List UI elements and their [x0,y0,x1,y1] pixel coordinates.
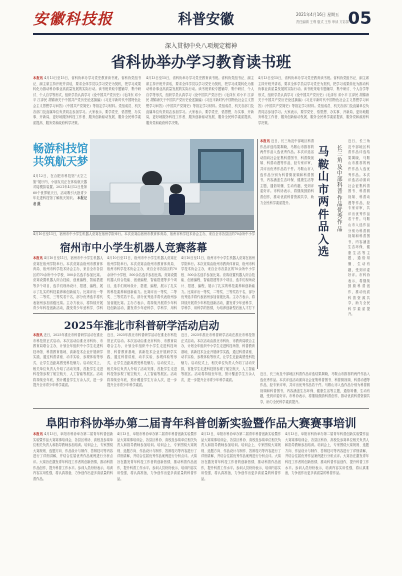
robot-body-col3 [181,256,255,312]
sidebar-text-lower: 近日，长三角及中部地区科普作品评选结果揭晓，马鞍山市推荐的两件作品入选优秀作品。本次评选活动面向社会征集科普图书、科普微视频、科普动漫等作品，经专家评审，共评出优秀作品若干件。马鞍山市入选作品分别为科普微视频和科普图书，内容涵盖生态环保、健康生活等主题，通俗易懂、生动有趣，受到评委好评。市科协表示，将继续鼓励科普创作，推动优质科普资源共享，助力全民科学素质提升。 [260,372,370,404]
science-museum-photo [90,139,254,230]
sidebar-text-right: 近日，长三角及中部地区科普作品评选结果揭晓，马鞍山市推荐的两件作品入选优秀作品。本次评选活动面向社会征集科普图书、科普微视频、科普动漫等作品，经专家评审，共评出优秀作品若干件。马鞍山市入选作品分别为科普微视频和科普图书，内容涵盖生态环保、健康生活等主题，通俗易懂、生动有趣，受到评委好评。市科协表示，将继续鼓励科普创作，推动优质科普资源共享，助力全民科学素质提升。 [348,139,370,317]
sidebar-subhead: 长三角及中部科普作品优秀作品 [337,146,343,233]
fuyang-body [33,432,113,572]
fuyang-body-col2 [117,432,197,572]
robot-byline: 本报讯 [33,256,43,260]
section-title: 科普安徽 [178,12,234,28]
sidebar-divider [257,139,258,369]
fuyang-headline: 阜阳市科协举办第二届青年科普创新实验暨作品大赛赛事培训 [45,416,357,430]
lead-byline: 本报讯 [33,76,43,80]
lead-body [33,76,141,139]
masthead-rule [33,33,369,35]
lead-body-col3 [258,76,369,139]
sidebar-body-lower [260,372,370,406]
fuyang-body-col4 [285,432,369,572]
huaibei-body-col3 [181,333,255,406]
sidebar-byline: 本报讯 [260,139,270,143]
fuyang-text: 4月13日，阜阳市科协举办第二届青年科普创新实验暨作品大赛赛事培训会，各县区科协、高校及参赛单位相关负责人和指导教师参加培训。培训会上，专家围绕大赛规则、选题方向、作品设计与制作、答辩技巧等内容进行了详细讲解，并结合往届优秀作品案例进行分析点评。大赛旨在激发青年科技工作者的创新热情，推动科普作品创作，提升科普工作水平。参训人员纷纷表示，培训内容实用性强，将认真准备，力争创作出更多高质量的科普作品。 [33,432,113,481]
page-number: 05 [348,9,372,29]
lead-kicker: 深入贯彻中央八项规定精神 [164,43,237,50]
fuyang-byline: 本报讯 [33,432,43,436]
robot-text-col3: 4月10日至11日，宿州市中小学生机器人竞赛在宿州学院举行。本次竞赛由宿州市教育体育局、宿州市科学技术协会主办，来自全市各县区的70余所中小学校、500余名选手参加比赛。竞赛设置机器人综合技能、创意编程、智能搭建等多个项目，选手们现场设计、搭建、编程，展示了扎实的科技素养和创新能力。比赛评出一等奖、二等奖、三等奖若干名，部分优秀选手将代表宿州参加省级比赛。主办方表示，将持续开展青少年科技创新活动，激发青少年爱科学、学科学、用科学的热情，为培养创新型后备人才打下 [181,256,255,311]
robot-headline: 宿州市中小学生机器人竞赛落幕 [60,242,207,254]
sidebar-headline: 马鞍山市两件品入选 [318,145,329,258]
huaibei-text-col2: 近日，2025年淮北市科普研学活动在淮北市科技馆正式启动。本次活动由淮北市科协、市教育局联合主办，计划全年组织中小学生走进科技场馆、科普教育基地、高新技术企业开展研学实践，通过科普讲座、动手实验、参观体验等形式，让学生近距离感受科技魅力。启动仪式上，相关单位负责人介绍了活动安排，首批学生走进科技馆参观了航空航天、人工智能等展区。活动将持续至年底，预计覆盖学生万余人次，进一步提升全市青少年科学素质。 [107,333,177,388]
huaibei-body-col2 [107,333,177,406]
robot-text: 4月10日至11日，宿州市中小学生机器人竞赛在宿州学院举行。本次竞赛由宿州市教育体育局、宿州市科学技术协会主办，来自全市各县区的70余所中小学校、500余名选手参加比赛。竞赛设置机器人综合技能、创意编程、智能搭建等多个项目，选手们现场设计、搭建、编程，展示了扎实的科技素养和创新能力。比赛评出一等奖、二等奖、三等奖若干名，部分优秀选手将代表宿州参加省级比赛。主办方表示，将持续开展青少年科技创新活动，激发青少年爱科学、学科 [33,256,103,311]
photo-feature-title-2: 共筑航天梦 [33,155,88,168]
fuyang-body-col3 [201,432,281,572]
sidebar-body [260,139,314,369]
robot-body [33,256,103,312]
sidebar-body-right [348,139,370,369]
lead-text-col2: 4月13日至15日，省科协举办学习党史教育读书班。省科协党组书记、副主席主持开班并讲话，要求全体学员以学习党史为契机，把学习成果转化为推动科协事业高质量发展的实际行动。读书班采取专题辅导、集中研讨、个人自学等形式，组织学员认真学习《论中国共产党历史》《毛泽东 邓小平 江泽民 胡锦涛关于中国共产党历史论述摘编》《习近平新时代中国特色社会主义思想学习问答》《中国共产党简史》等指定学习材料。党组成员、机关各部门及直属单位负责同志参加学习。大家表示，要学党史、悟思想、办实事、开新局，更好地服务科技工作者、服务创新驱动发展、服务全民科学素质提高、服务党和政府科学决策。 [146,76,254,125]
huaibei-top-rule [33,313,255,314]
photo-feature-title-1: 畅游科技馆 [33,142,88,155]
robot-body-top [33,232,255,238]
photo-caption [33,174,87,224]
lead-text-col3: 4月13日至15日，省科协举办学习党史教育读书班。省科协党组书记、副主席主持开班并讲话，要求全体学员以学习党史为契机，把学习成果转化为推动科协事业高质量发展的实际行动。读书班采取专题辅导、集中研讨、个人自学等形式，组织学员认真学习《论中国共产党历史》《毛泽东 邓小平 江泽民 胡锦涛关于中国共产党历史论述摘编》《习近平新时代中国特色社会主义思想学习问答》《中国共产党简史》等指定学习材料。党组成员、机关各部门及直属单位负责同志参加学习。大家表示，要学党史、悟思想、办实事、开新局，更好地服务科技工作者、服务创新驱动发展、服务全民科学素质提高、服务党和政府科学决策。 [258,76,369,125]
lead-text: 4月13日至15日，省科协举办学习党史教育读书班。省科协党组书记、副主席主持开班并讲话，要求全体学员以学习党史为契机，把学习成果转化为推动科协事业高质量发展的实际行动。读书班采取专题辅导、集中研讨、个人自学等形式，组织学员认真学习《论中国共产党历史》《毛泽东 邓小平 江泽民 胡锦涛关于中国共产党历史论述摘编》《习近平新时代中国特色社会主义思想学习问答》《中国共产党简史》等指定学习材料。党组成员、机关各部门及直属单位负责同志参加学习。大家表示，要学党史、悟思想、办实事、开新局，更好地服务科技工作者、服务创新驱动发展、服务全民科学素质提高、服务党和政府科学决策。 [33,76,141,125]
editor-line: 责任编辑 王利 版式 王彤 审读 方彩屏 [296,20,349,24]
issue-date: 2021年4月16日 星期五 [296,12,340,17]
robot-text-col2: 4月10日至11日，宿州市中小学生机器人竞赛在宿州学院举行。本次竞赛由宿州市教育体育局、宿州市科学技术协会主办，来自全市各县区的70余所中小学校、500余名选手参加比赛。竞赛设置机器人综合技能、创意编程、智能搭建等多个项目，选手们现场设计、搭建、编程，展示了扎实的科技素养和创新能力。比赛评出一等奖、二等奖、三等奖若干名，部分优秀选手将代表宿州参加省级比赛。主办方表示，将持续开展青少年科技创新活动，激发青少年爱科学、学科学、用科 [107,256,177,311]
masthead [0,0,402,34]
huaibei-text: 近日，2025年淮北市科普研学活动在淮北市科技馆正式启动。本次活动由淮北市科协、市教育局联合主办，计划全年组织中小学生走进科技场馆、科普教育基地、高新技术企业开展研学实践，通过科普讲座、动手实验、参观体验等形式，让学生近距离感受科技魅力。启动仪式上，相关单位负责人介绍了活动安排，首批学生走进科技馆参观了航空航天、人工智能等展区。活动将持续至年底，预计覆盖学生万余人次，进一步提升全市青少年科学素质。 [33,333,103,388]
newspaper-logo: 安徽科技报 [33,10,114,28]
lead-headline: 省科协举办学习教育读书班 [110,53,291,71]
huaibei-text-col3: 近日，2025年淮北市科普研学活动在淮北市科技馆正式启动。本次活动由淮北市科协、市教育局联合主办，计划全年组织中小学生走进科技场馆、科普教育基地、高新技术企业开展研学实践，通过科普讲座、动手实验、参观体验等形式，让学生近距离感受科技魅力。启动仪式上，相关单位负责人介绍了活动安排，首批学生走进科技馆参观了航空航天、人工智能等展区。活动将持续至年底，预计覆盖学生万余人次，进一步提升全市青少年科学素质。 [181,333,255,382]
fuyang-text-col2: 4月13日，阜阳市科协举办第二届青年科普创新实验暨作品大赛赛事培训会，各县区科协、高校及参赛单位相关负责人和指导教师参加培训。培训会上，专家围绕大赛规则、选题方向、作品设计与制作、答辩技巧等内容进行了详细讲解，并结合往届优秀作品案例进行分析点评。大赛旨在激发青年科技工作者的创新热情，推动科普作品创作，提升科普工作水平。参训人员纷纷表示，培训内容实用性强，将认真准备，力争创作出更多高质量的科普作品。 [117,432,197,481]
fuyang-text-col4: 4月13日，阜阳市科协举办第二届青年科普创新实验暨作品大赛赛事培训会，各县区科协、高校及参赛单位相关负责人和指导教师参加培训。培训会上，专家围绕大赛规则、选题方向、作品设计与制作、答辩技巧等内容进行了详细讲解，并结合往届优秀作品案例进行分析点评。大赛旨在激发青年科技工作者的创新热情，推动科普作品创作，提升科普工作水平。参训人员纷纷表示，培训内容实用性强，将认真准备，力争创作出更多高质量的科普作品。 [285,432,369,476]
photo-caption-text: 4月12日，在合肥市科技馆"太空之旅"展厅内，小朋友们正在体验航天器对接模拟装置。2021年4月12日是第60个世界航天日，活动吸引大批青少年走进科技馆了解航天知识。 [33,174,87,201]
fuyang-top-rule [33,408,369,409]
huaibei-byline: 本报讯 [33,333,43,337]
lead-body-col2 [146,76,254,139]
photo-credit: 本报记者 摄 [33,196,87,206]
huaibei-headline: 2025年淮北市科普研学活动启动 [64,320,220,332]
fuyang-text-col3: 4月13日，阜阳市科协举办第二届青年科普创新实验暨作品大赛赛事培训会，各县区科协、高校及参赛单位相关负责人和指导教师参加培训。培训会上，专家围绕大赛规则、选题方向、作品设计与制作、答辩技巧等内容进行了详细讲解，并结合往届优秀作品案例进行分析点评。大赛旨在激发青年科技工作者的创新热情，推动科普作品创作，提升科普工作水平。参训人员纷纷表示，培训内容实用性强，将认真准备，力争创作出更多高质量的科普作品。 [201,432,281,481]
sidebar-text: 近日，长三角及中部地区科普作品评选结果揭晓，马鞍山市推荐的两件作品入选优秀作品。本次评选活动面向社会征集科普图书、科普微视频、科普动漫等作品，经专家评审，共评出优秀作品若干件。马鞍山市入选作品分别为科普微视频和科普图书，内容涵盖生态环保、健康生活等主题，通俗易懂、生动有趣，受到评委好评。市科协表示，将继续鼓励科普创作，推动优质科普资源共享，助力全民科学素质提升。 [260,139,314,205]
robot-snippet: 4月10日至11日，宿州市中小学生机器人竞赛在宿州学院举行。本次竞赛由宿州市教育体育局、宿州市科学技术协会主办，来自全市各县区的70余所中小学 [33,232,255,236]
robot-body-col2 [107,256,177,312]
huaibei-body [33,333,103,406]
